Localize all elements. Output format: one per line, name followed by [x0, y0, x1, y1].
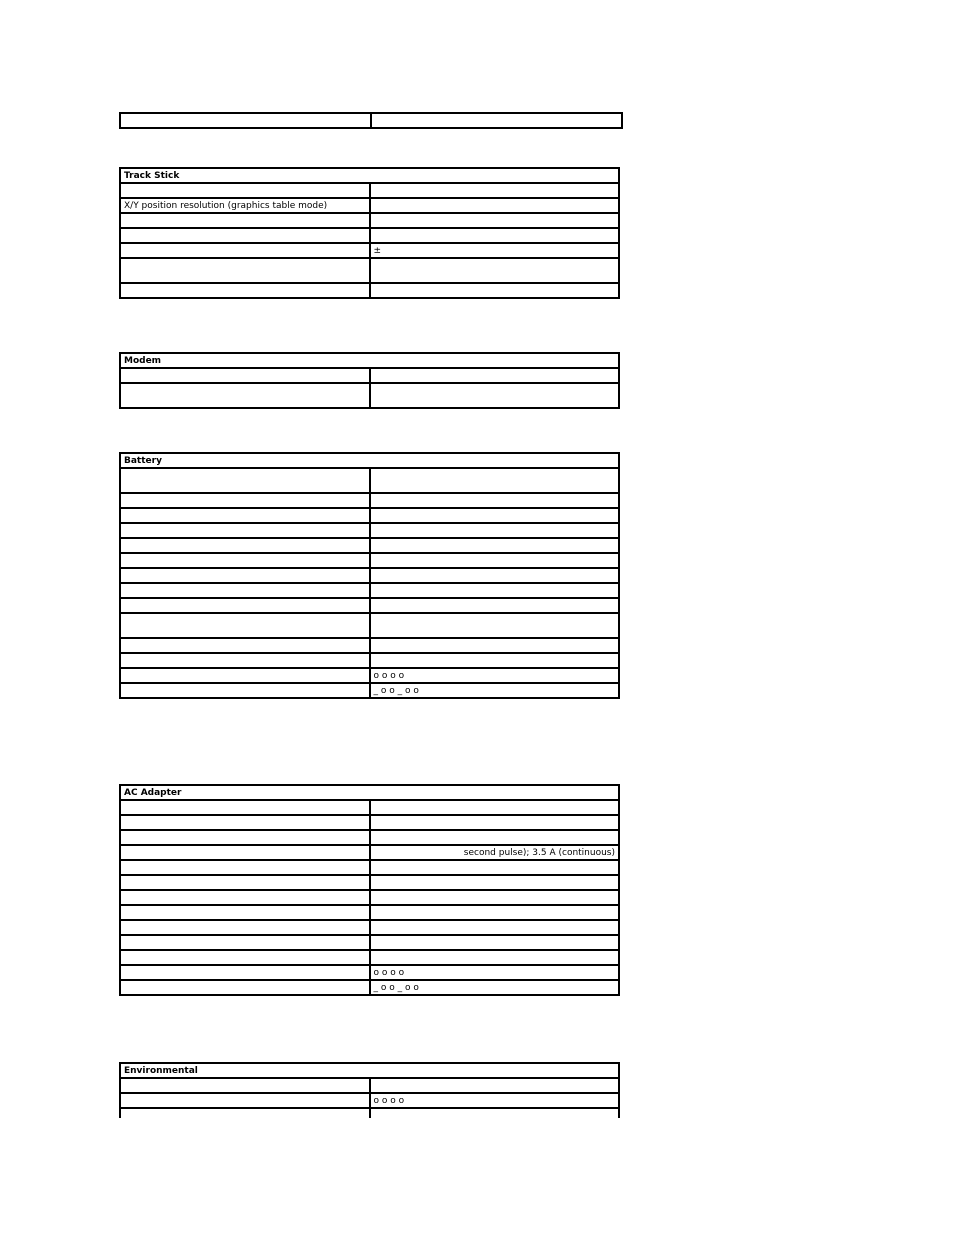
spec-value: o o o o	[370, 1093, 620, 1108]
spec-label	[120, 1108, 370, 1118]
spec-value: _ o o _ o o	[370, 980, 620, 995]
table-row	[120, 950, 619, 965]
spec-value	[370, 830, 620, 845]
spec-label	[120, 568, 370, 583]
spec-value	[370, 905, 620, 920]
section-title: Battery	[120, 453, 619, 468]
spec-value: second pulse); 3.5 A (continuous)	[370, 845, 620, 860]
spec-label	[120, 258, 370, 283]
spec-label	[120, 283, 370, 298]
spec-label	[120, 583, 370, 598]
table-row	[120, 668, 619, 683]
spec-label	[120, 905, 370, 920]
spec-value	[370, 638, 620, 653]
spec-value: o o o o	[370, 668, 620, 683]
section-title: AC Adapter	[120, 785, 619, 800]
table-row	[120, 613, 619, 638]
spec-label	[120, 830, 370, 845]
spec-label	[120, 538, 370, 553]
table-row	[120, 113, 622, 128]
spec-label	[120, 1078, 370, 1093]
spec-label	[120, 113, 371, 128]
section-title: Track Stick	[120, 168, 619, 183]
spec-label	[120, 183, 370, 198]
spec-label	[120, 523, 370, 538]
spec-label	[120, 598, 370, 613]
spec-label	[120, 668, 370, 683]
spec-value	[370, 523, 620, 538]
table-row	[120, 905, 619, 920]
spec-label	[120, 493, 370, 508]
table-header-row	[120, 785, 619, 800]
track-stick-table	[119, 167, 620, 299]
section-title: Modem	[120, 353, 619, 368]
table-row	[120, 583, 619, 598]
spec-value	[370, 920, 620, 935]
spec-label	[120, 1093, 370, 1108]
table-header-row	[120, 353, 619, 368]
table-row	[120, 920, 619, 935]
spec-label	[120, 875, 370, 890]
modem-table	[119, 352, 620, 409]
table-row	[120, 638, 619, 653]
table-row	[120, 368, 619, 383]
spec-value	[370, 568, 620, 583]
table-row	[120, 860, 619, 875]
table-row	[120, 598, 619, 613]
spec-value	[370, 538, 620, 553]
spec-label	[120, 368, 370, 383]
table-row	[120, 653, 619, 668]
spec-label	[120, 935, 370, 950]
battery-table	[119, 452, 620, 699]
spec-value	[370, 800, 620, 815]
spec-label	[120, 890, 370, 905]
table-row	[120, 965, 619, 980]
spec-value	[370, 508, 620, 523]
table-row	[120, 523, 619, 538]
table-row	[120, 283, 619, 298]
spec-value	[371, 113, 622, 128]
spec-value	[370, 228, 620, 243]
table-header-row	[120, 453, 619, 468]
spec-value	[370, 1108, 620, 1118]
table-row	[120, 815, 619, 830]
table-row	[120, 258, 619, 283]
spec-value	[370, 890, 620, 905]
table-row	[120, 800, 619, 815]
spec-label	[120, 638, 370, 653]
table-row	[120, 508, 619, 523]
table-row	[120, 683, 619, 698]
spec-value	[370, 468, 620, 493]
spec-label	[120, 980, 370, 995]
spec-value	[370, 583, 620, 598]
spec-value	[370, 1078, 620, 1093]
spec-value	[370, 935, 620, 950]
spec-value	[370, 950, 620, 965]
spec-value: o o o o	[370, 965, 620, 980]
spec-value	[370, 598, 620, 613]
spec-value: ±	[370, 243, 620, 258]
spec-value	[370, 368, 620, 383]
table-row	[120, 213, 619, 228]
table-row	[120, 980, 619, 995]
spec-label	[120, 950, 370, 965]
spec-label	[120, 965, 370, 980]
environmental-clip	[119, 1062, 620, 1118]
top-table	[119, 112, 623, 129]
table-row	[120, 875, 619, 890]
spec-value	[370, 183, 620, 198]
table-row	[120, 1078, 619, 1093]
spec-label	[120, 508, 370, 523]
table-row	[120, 383, 619, 408]
spec-label	[120, 653, 370, 668]
spec-value	[370, 198, 620, 213]
spec-label	[120, 845, 370, 860]
spec-label	[120, 383, 370, 408]
table-row	[120, 890, 619, 905]
table-header-row	[120, 168, 619, 183]
spec-label: X/Y position resolution (graphics table mode)	[120, 198, 370, 213]
spec-value	[370, 815, 620, 830]
table-row	[120, 198, 619, 213]
table-row	[120, 1093, 619, 1108]
table-row	[120, 228, 619, 243]
table-row	[120, 243, 619, 258]
table-row	[120, 568, 619, 583]
spec-label	[120, 800, 370, 815]
spec-label	[120, 228, 370, 243]
spec-label	[120, 613, 370, 638]
spec-value	[370, 860, 620, 875]
ac-adapter-table	[119, 784, 620, 996]
section-title: Environmental	[120, 1063, 619, 1078]
spec-label	[120, 815, 370, 830]
table-row	[120, 538, 619, 553]
spec-value	[370, 283, 620, 298]
spec-value	[370, 613, 620, 638]
spec-value	[370, 213, 620, 228]
spec-label	[120, 468, 370, 493]
spec-label	[120, 213, 370, 228]
spec-value: _ o o _ o o	[370, 683, 620, 698]
table-header-row	[120, 1063, 619, 1078]
spec-label	[120, 683, 370, 698]
table-row	[120, 553, 619, 568]
spec-value	[370, 493, 620, 508]
table-row	[120, 493, 619, 508]
spec-value	[370, 553, 620, 568]
spec-label	[120, 553, 370, 568]
spec-value	[370, 258, 620, 283]
spec-label	[120, 920, 370, 935]
table-row	[120, 183, 619, 198]
spec-label	[120, 243, 370, 258]
spec-value	[370, 653, 620, 668]
table-row	[120, 935, 619, 950]
environmental-table	[119, 1062, 620, 1118]
table-row	[120, 1108, 619, 1118]
spec-value	[370, 383, 620, 408]
table-row	[120, 845, 619, 860]
table-row	[120, 468, 619, 493]
spec-value	[370, 875, 620, 890]
table-row	[120, 830, 619, 845]
spec-label	[120, 860, 370, 875]
